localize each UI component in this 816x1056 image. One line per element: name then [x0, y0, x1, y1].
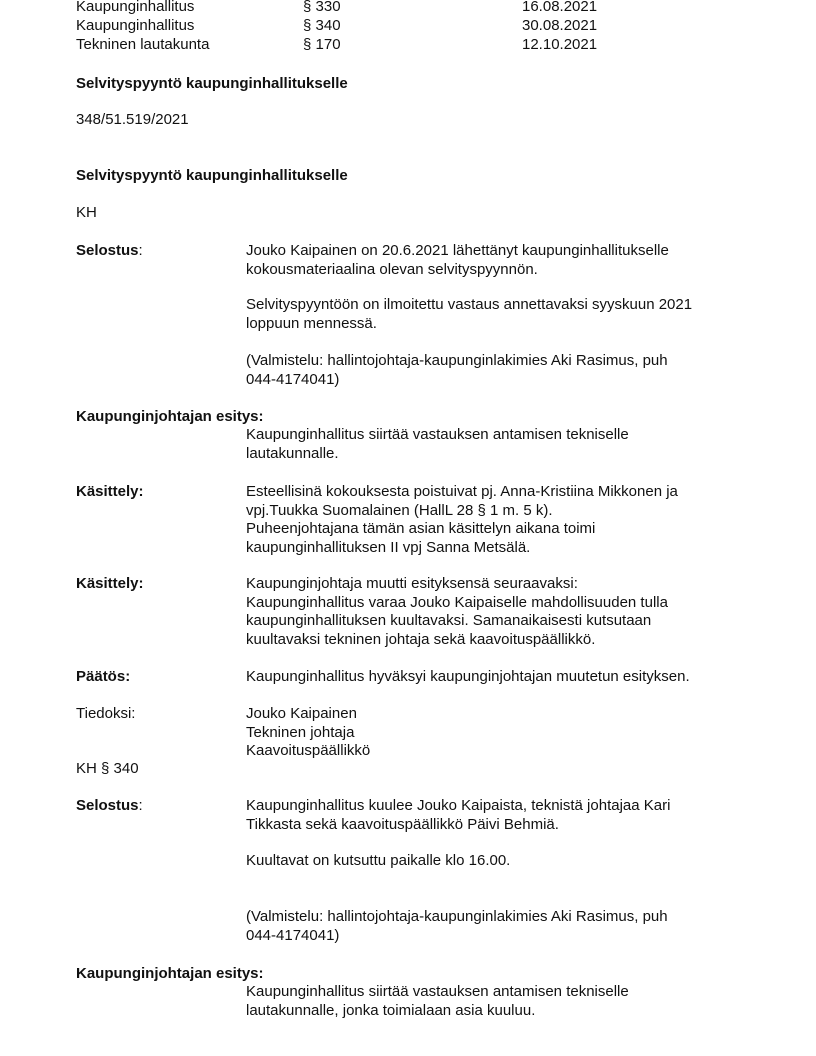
- meeting-section: § 340: [303, 17, 341, 34]
- notify-item: Jouko Kaipainen: [246, 705, 357, 722]
- record-number: 348/51.519/2021: [76, 111, 189, 128]
- decision-text: Kaupunginhallitus hyväksyi kaupunginjohtajan muutetun esityksen.: [246, 668, 690, 685]
- handling-text: Esteellisinä kokouksesta poistuivat pj. Anna-Kristiina Mikkonen ja vpj.Tuukka Suomalainen (HallL 28 § 1 m. 5 k). Puheenjohtajana tämän asian käsittelyn aikana toimi kaupunginhallituksen II vpj Sanna Metsälä.: [246, 483, 678, 556]
- meeting-section: § 330: [303, 0, 341, 15]
- selostus-label-340: Selostus:: [76, 797, 143, 814]
- handling-label: Käsittely:: [76, 483, 144, 500]
- selostus-deadline: Selvityspyyntöön on ilmoitettu vastaus annettavaksi syyskuun 2021 loppuun mennessä.: [246, 296, 693, 332]
- hearing-time: Kuultavat on kutsuttu paikalle klo 16.00.: [246, 852, 511, 869]
- proposal-label: Kaupunginjohtajan esitys:: [76, 408, 264, 425]
- selostus-text-340: Kaupunginhallitus kuulee Jouko Kaipaista, teknistä johtajaa Kari Tikkasta sekä kaavoituspäällikkö Päivi Behmiä.: [246, 797, 671, 833]
- handling-text-2: Kaupunginjohtaja muutti esityksensä seuraavaksi: Kaupunginhallitus varaa Jouko Kaipaiselle mahdollisuuden tulla kaupunginhallituksen kuultavaksi. Samanaikaisesti kutsutaan kuultavaksi tekninen johtaja sekä kaavoituspäällikkö.: [246, 575, 668, 648]
- proposal-label-340: Kaupunginjohtajan esitys:: [76, 965, 264, 982]
- preparer-note: (Valmistelu: hallintojohtaja-kaupunginlakimies Aki Rasimus, puh 044-4174041): [246, 352, 668, 388]
- meeting-date: 16.08.2021: [522, 0, 598, 15]
- preparer-note-340: (Valmistelu: hallintojohtaja-kaupunginlakimies Aki Rasimus, puh 044-4174041): [246, 908, 668, 944]
- notify-list: [246, 705, 746, 761]
- notify-item: Kaavoituspäällikkö: [246, 742, 371, 759]
- notify-item: Tekninen johtaja: [246, 723, 355, 741]
- document-title: Selvityspyyntö kaupunginhallitukselle: [76, 75, 348, 92]
- handling-label-2: Käsittely:: [76, 575, 144, 592]
- selostus-text: Jouko Kaipainen on 20.6.2021 lähettänyt kaupunginhallitukselle kokousmateriaalina olevan selvityspyynnön.: [246, 242, 669, 278]
- selostus-label: Selostus:: [76, 242, 143, 259]
- proposal-text-340: Kaupunginhallitus siirtää vastauksen antamisen tekniselle lautakunnalle, jonka toimialaan asia kuuluu.: [246, 983, 629, 1019]
- decision-label: Päätös:: [76, 668, 131, 685]
- meeting-section: § 170: [303, 36, 341, 53]
- proposal-text: Kaupunginhallitus siirtää vastauksen antamisen tekniselle lautakunnalle.: [246, 426, 629, 462]
- meeting-body: Kaupunginhallitus: [76, 17, 195, 34]
- kh340-label: KH § 340: [76, 760, 139, 777]
- meeting-body: Kaupunginhallitus: [76, 0, 195, 15]
- meeting-date: 30.08.2021: [522, 17, 598, 34]
- meeting-date: 12.10.2021: [522, 36, 598, 53]
- kh-label: KH: [76, 204, 97, 221]
- notify-label: Tiedoksi:: [76, 705, 136, 722]
- section-title: Selvityspyyntö kaupunginhallitukselle: [76, 167, 348, 184]
- meeting-body: Tekninen lautakunta: [76, 36, 210, 53]
